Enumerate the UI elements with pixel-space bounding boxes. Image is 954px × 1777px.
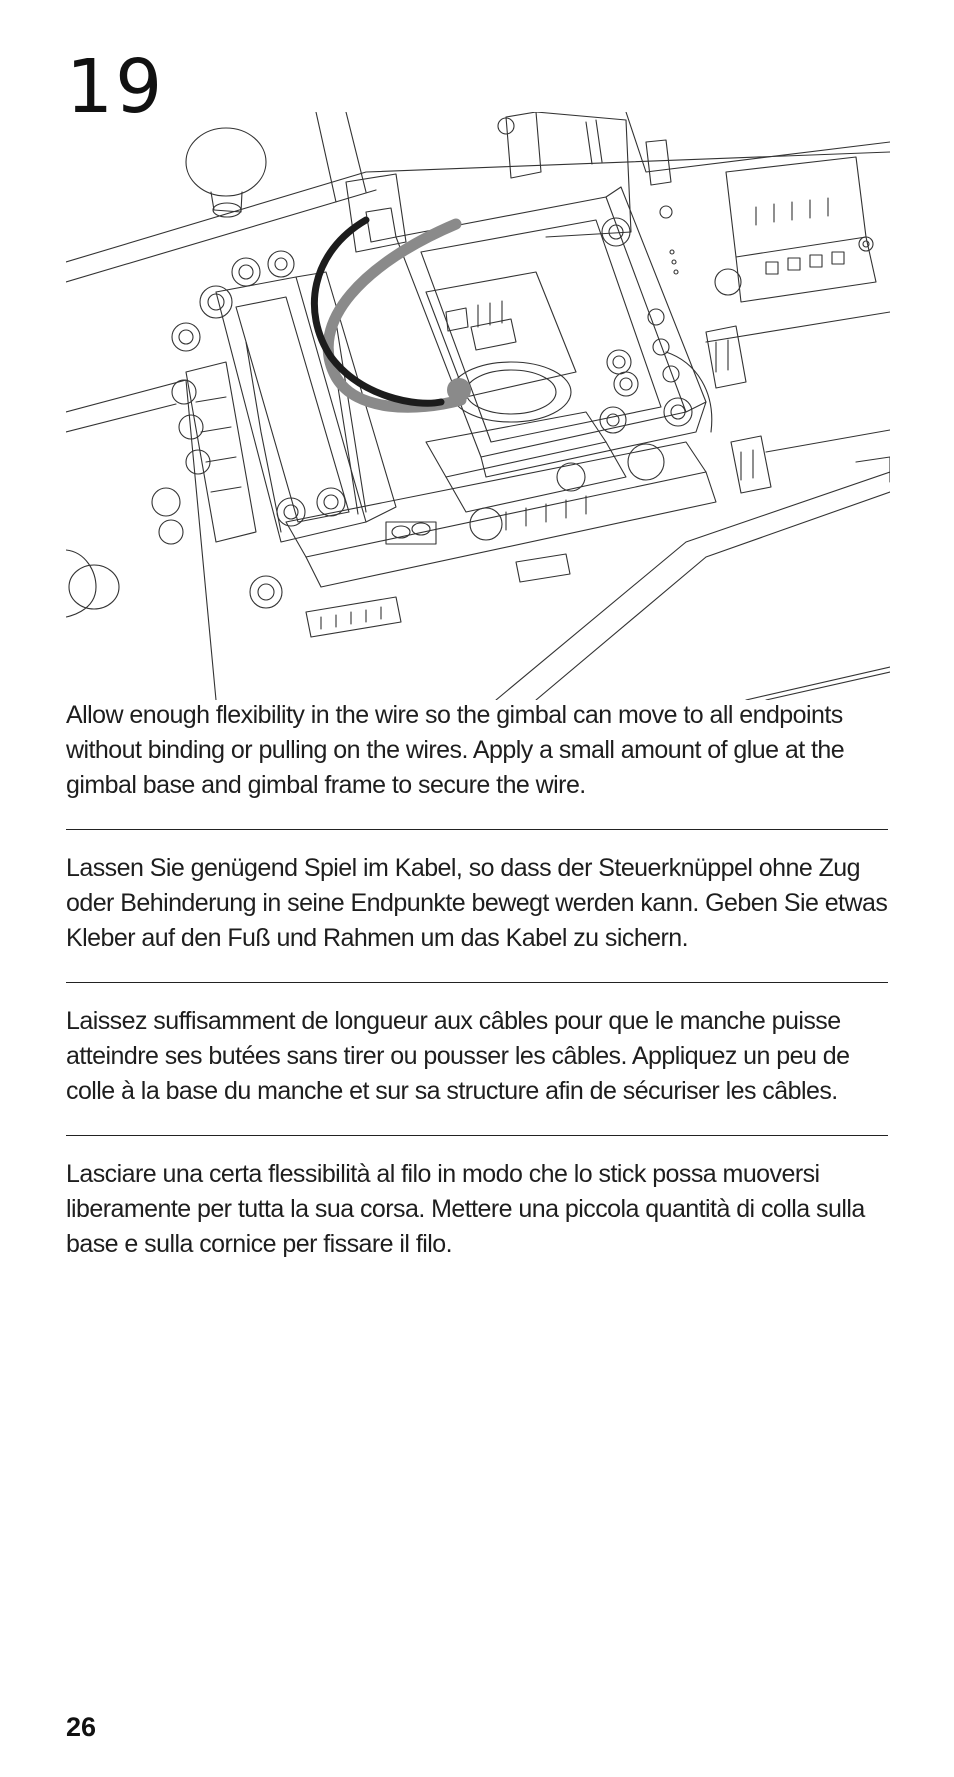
step-number: 19 [66, 44, 165, 130]
instruction-english: Allow enough flexibility in the wire so the gimbal can move to all endpoints without binding or pulling on the wires. Apply a small amount of glue at the gimbal base and gimbal frame to secure the wire. [66, 701, 845, 799]
instruction-italian: Lasciare una certa flessibilità al filo in modo che lo stick possa muoversi liberamente per tutta la sua corsa. Mettere una piccola quantità di colla sulla base e sulla cornice per fissare il filo. [66, 1160, 865, 1258]
divider [66, 829, 888, 830]
instruction-french: Laissez suffisamment de longueur aux câbles pour que le manche puisse atteindre ses butées sans tirer ou pousser les câbles. Appliquez un peu de colle à la base du manche et sur sa structure afin de sécuriser les câbles. [66, 1007, 850, 1105]
page-number: 26 [66, 1712, 97, 1742]
divider [66, 982, 888, 983]
gimbal-assembly-illustration [66, 112, 890, 700]
divider [66, 1135, 888, 1136]
instruction-german: Lassen Sie genügend Spiel im Kabel, so dass der Steuerknüppel ohne Zug oder Behinderung in seine Endpunkte bewegt werden kann. Geben Sie etwas Kleber auf den Fuß und Rahmen um das Kabel zu sichern. [66, 854, 888, 952]
